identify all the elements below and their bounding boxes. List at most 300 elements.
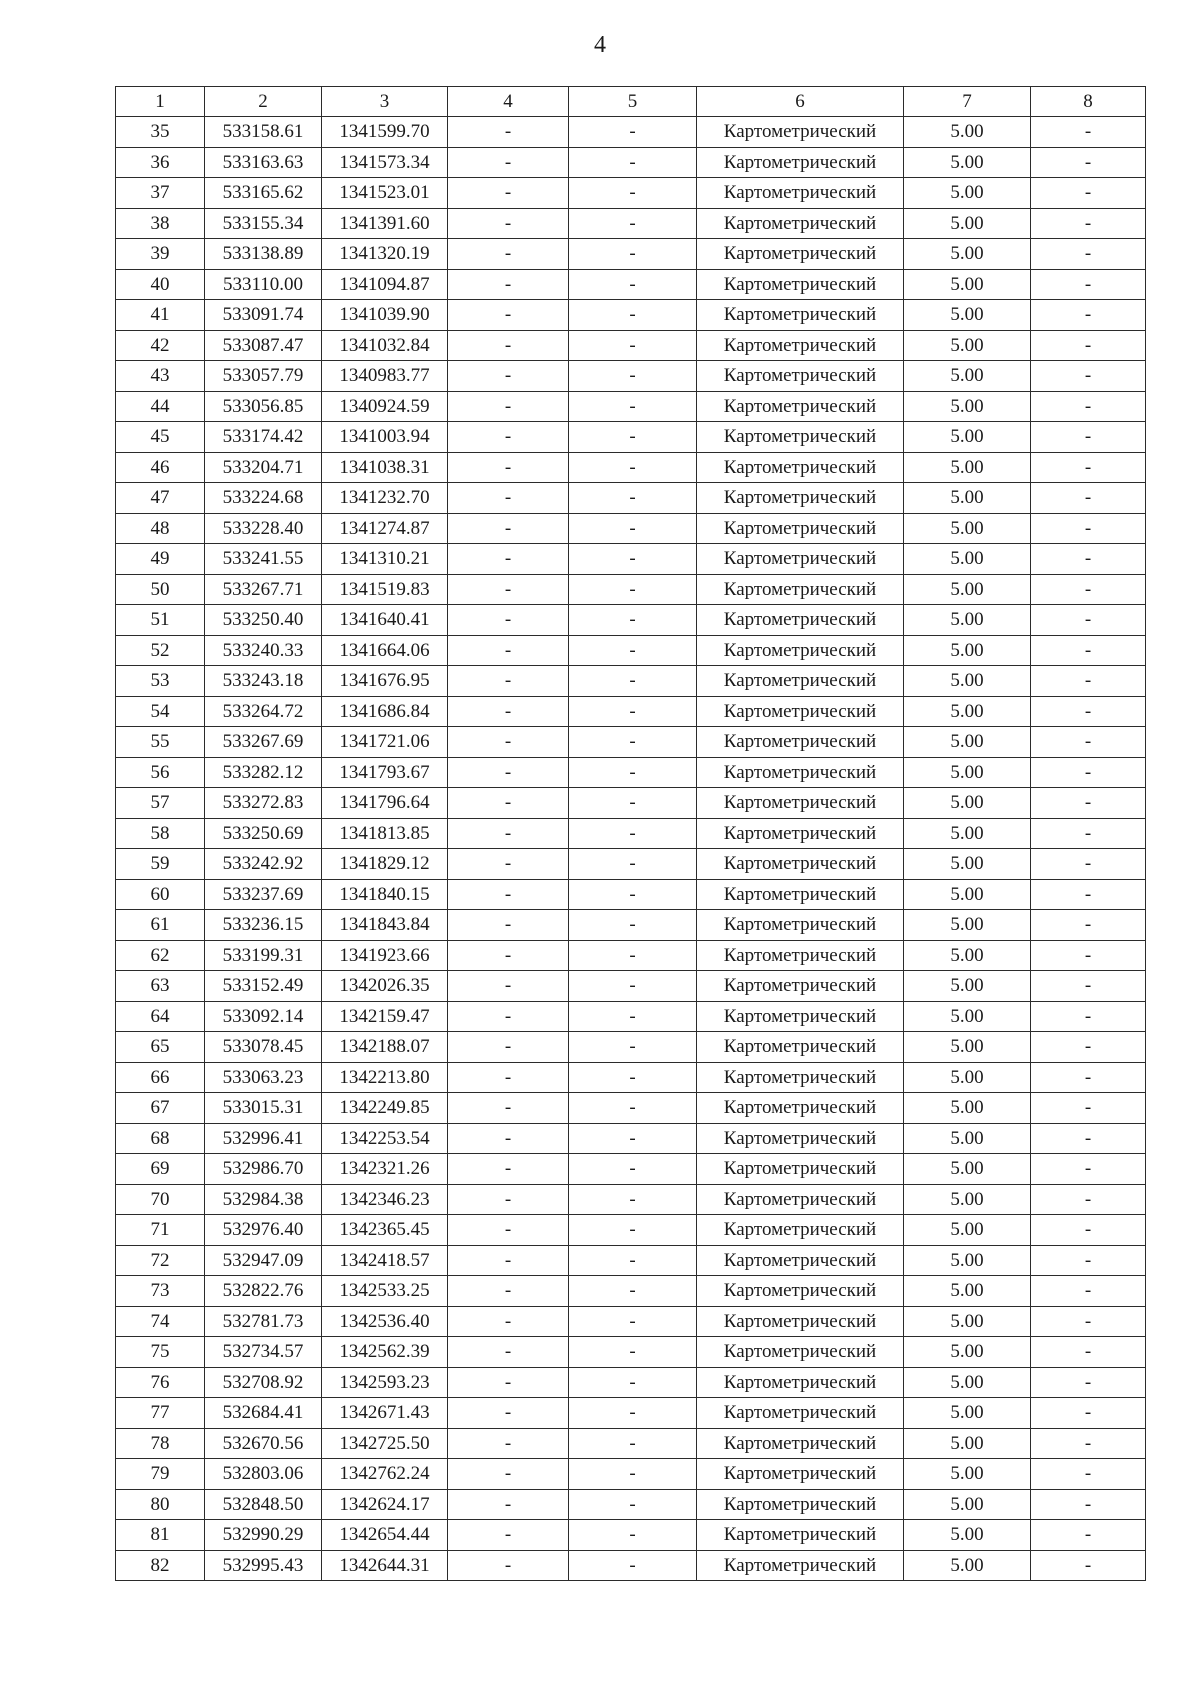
accuracy-cell: 5.00 — [904, 1489, 1031, 1520]
column-header: 2 — [205, 87, 322, 117]
column-5-cell: - — [569, 1123, 697, 1154]
column-4-cell: - — [448, 1337, 569, 1368]
column-5-cell: - — [569, 330, 697, 361]
column-4-cell: - — [448, 666, 569, 697]
point-number-cell: 71 — [116, 1215, 205, 1246]
column-5-cell: - — [569, 1428, 697, 1459]
y-coordinate-cell: 1342253.54 — [322, 1123, 448, 1154]
table-row — [116, 1459, 1146, 1490]
column-4-cell: - — [448, 1184, 569, 1215]
column-5-cell: - — [569, 513, 697, 544]
x-coordinate-cell: 533250.69 — [205, 818, 322, 849]
column-4-cell: - — [448, 757, 569, 788]
column-5-cell: - — [569, 1367, 697, 1398]
table-row — [116, 788, 1146, 819]
point-number-cell: 41 — [116, 300, 205, 331]
y-coordinate-cell: 1342725.50 — [322, 1428, 448, 1459]
method-cell: Картометрический — [697, 208, 904, 239]
y-coordinate-cell: 1341599.70 — [322, 117, 448, 148]
x-coordinate-cell: 533204.71 — [205, 452, 322, 483]
column-5-cell: - — [569, 1001, 697, 1032]
point-number-cell: 50 — [116, 574, 205, 605]
y-coordinate-cell: 1342026.35 — [322, 971, 448, 1002]
table-row — [116, 1276, 1146, 1307]
y-coordinate-cell: 1342671.43 — [322, 1398, 448, 1429]
method-cell: Картометрический — [697, 1520, 904, 1551]
y-coordinate-cell: 1342644.31 — [322, 1550, 448, 1581]
x-coordinate-cell: 532984.38 — [205, 1184, 322, 1215]
x-coordinate-cell: 533237.69 — [205, 879, 322, 910]
column-8-cell: - — [1031, 971, 1146, 1002]
method-cell: Картометрический — [697, 1398, 904, 1429]
x-coordinate-cell: 533057.79 — [205, 361, 322, 392]
x-coordinate-cell: 532781.73 — [205, 1306, 322, 1337]
column-4-cell: - — [448, 1306, 569, 1337]
accuracy-cell: 5.00 — [904, 1398, 1031, 1429]
table-row — [116, 1215, 1146, 1246]
accuracy-cell: 5.00 — [904, 391, 1031, 422]
method-cell: Картометрический — [697, 483, 904, 514]
column-4-cell: - — [448, 1398, 569, 1429]
y-coordinate-cell: 1342654.44 — [322, 1520, 448, 1551]
column-8-cell: - — [1031, 727, 1146, 758]
column-4-cell: - — [448, 1276, 569, 1307]
table-row — [116, 635, 1146, 666]
table-row — [116, 452, 1146, 483]
column-8-cell: - — [1031, 1001, 1146, 1032]
method-cell: Картометрический — [697, 1215, 904, 1246]
y-coordinate-cell: 1342213.80 — [322, 1062, 448, 1093]
accuracy-cell: 5.00 — [904, 1123, 1031, 1154]
column-8-cell: - — [1031, 208, 1146, 239]
x-coordinate-cell: 533240.33 — [205, 635, 322, 666]
column-8-cell: - — [1031, 269, 1146, 300]
point-number-cell: 77 — [116, 1398, 205, 1429]
column-4-cell: - — [448, 452, 569, 483]
column-4-cell: - — [448, 818, 569, 849]
accuracy-cell: 5.00 — [904, 147, 1031, 178]
column-4-cell: - — [448, 1428, 569, 1459]
column-5-cell: - — [569, 483, 697, 514]
x-coordinate-cell: 533138.89 — [205, 239, 322, 270]
accuracy-cell: 5.00 — [904, 879, 1031, 910]
column-4-cell: - — [448, 208, 569, 239]
accuracy-cell: 5.00 — [904, 910, 1031, 941]
column-4-cell: - — [448, 1215, 569, 1246]
x-coordinate-cell: 532822.76 — [205, 1276, 322, 1307]
column-8-cell: - — [1031, 1337, 1146, 1368]
point-number-cell: 54 — [116, 696, 205, 727]
accuracy-cell: 5.00 — [904, 727, 1031, 758]
column-8-cell: - — [1031, 879, 1146, 910]
table-row — [116, 117, 1146, 148]
x-coordinate-cell: 532708.92 — [205, 1367, 322, 1398]
y-coordinate-cell: 1341094.87 — [322, 269, 448, 300]
column-5-cell: - — [569, 117, 697, 148]
x-coordinate-cell: 533236.15 — [205, 910, 322, 941]
table-row — [116, 1123, 1146, 1154]
point-number-cell: 76 — [116, 1367, 205, 1398]
accuracy-cell: 5.00 — [904, 1245, 1031, 1276]
point-number-cell: 47 — [116, 483, 205, 514]
point-number-cell: 36 — [116, 147, 205, 178]
column-5-cell: - — [569, 1215, 697, 1246]
table-row — [116, 1062, 1146, 1093]
column-5-cell: - — [569, 971, 697, 1002]
method-cell: Картометрический — [697, 1337, 904, 1368]
point-number-cell: 53 — [116, 666, 205, 697]
y-coordinate-cell: 1341843.84 — [322, 910, 448, 941]
column-4-cell: - — [448, 300, 569, 331]
accuracy-cell: 5.00 — [904, 1428, 1031, 1459]
column-header: 7 — [904, 87, 1031, 117]
column-8-cell: - — [1031, 1398, 1146, 1429]
column-8-cell: - — [1031, 422, 1146, 453]
column-5-cell: - — [569, 1093, 697, 1124]
accuracy-cell: 5.00 — [904, 605, 1031, 636]
column-8-cell: - — [1031, 117, 1146, 148]
accuracy-cell: 5.00 — [904, 1459, 1031, 1490]
column-8-cell: - — [1031, 1459, 1146, 1490]
column-4-cell: - — [448, 147, 569, 178]
x-coordinate-cell: 533242.92 — [205, 849, 322, 880]
method-cell: Картометрический — [697, 1489, 904, 1520]
y-coordinate-cell: 1341813.85 — [322, 818, 448, 849]
point-number-cell: 37 — [116, 178, 205, 209]
method-cell: Картометрический — [697, 574, 904, 605]
column-8-cell: - — [1031, 1306, 1146, 1337]
point-number-cell: 68 — [116, 1123, 205, 1154]
y-coordinate-cell: 1341274.87 — [322, 513, 448, 544]
table-row — [116, 269, 1146, 300]
column-8-cell: - — [1031, 910, 1146, 941]
point-number-cell: 80 — [116, 1489, 205, 1520]
x-coordinate-cell: 533272.83 — [205, 788, 322, 819]
accuracy-cell: 5.00 — [904, 1306, 1031, 1337]
column-5-cell: - — [569, 1276, 697, 1307]
point-number-cell: 52 — [116, 635, 205, 666]
point-number-cell: 61 — [116, 910, 205, 941]
point-number-cell: 66 — [116, 1062, 205, 1093]
point-number-cell: 57 — [116, 788, 205, 819]
y-coordinate-cell: 1341923.66 — [322, 940, 448, 971]
y-coordinate-cell: 1342762.24 — [322, 1459, 448, 1490]
accuracy-cell: 5.00 — [904, 1032, 1031, 1063]
point-number-cell: 48 — [116, 513, 205, 544]
y-coordinate-cell: 1341640.41 — [322, 605, 448, 636]
point-number-cell: 38 — [116, 208, 205, 239]
table-row — [116, 1306, 1146, 1337]
column-8-cell: - — [1031, 849, 1146, 880]
table-body — [116, 117, 1146, 1581]
column-8-cell: - — [1031, 1489, 1146, 1520]
column-5-cell: - — [569, 910, 697, 941]
column-8-cell: - — [1031, 1184, 1146, 1215]
accuracy-cell: 5.00 — [904, 452, 1031, 483]
column-4-cell: - — [448, 330, 569, 361]
column-4-cell: - — [448, 239, 569, 270]
column-8-cell: - — [1031, 1428, 1146, 1459]
method-cell: Картометрический — [697, 1123, 904, 1154]
x-coordinate-cell: 533056.85 — [205, 391, 322, 422]
column-4-cell: - — [448, 1245, 569, 1276]
column-5-cell: - — [569, 1306, 697, 1337]
table-row — [116, 1398, 1146, 1429]
column-8-cell: - — [1031, 330, 1146, 361]
accuracy-cell: 5.00 — [904, 1550, 1031, 1581]
y-coordinate-cell: 1341829.12 — [322, 849, 448, 880]
y-coordinate-cell: 1341320.19 — [322, 239, 448, 270]
point-number-cell: 78 — [116, 1428, 205, 1459]
column-5-cell: - — [569, 1398, 697, 1429]
method-cell: Картометрический — [697, 1001, 904, 1032]
column-8-cell: - — [1031, 757, 1146, 788]
column-4-cell: - — [448, 879, 569, 910]
x-coordinate-cell: 533015.31 — [205, 1093, 322, 1124]
y-coordinate-cell: 1341721.06 — [322, 727, 448, 758]
method-cell: Картометрический — [697, 1184, 904, 1215]
x-coordinate-cell: 532684.41 — [205, 1398, 322, 1429]
table-row — [116, 1489, 1146, 1520]
point-number-cell: 67 — [116, 1093, 205, 1124]
point-number-cell: 45 — [116, 422, 205, 453]
method-cell: Картометрический — [697, 239, 904, 270]
x-coordinate-cell: 532734.57 — [205, 1337, 322, 1368]
table-row — [116, 178, 1146, 209]
method-cell: Картометрический — [697, 391, 904, 422]
y-coordinate-cell: 1342536.40 — [322, 1306, 448, 1337]
column-5-cell: - — [569, 208, 697, 239]
column-5-cell: - — [569, 666, 697, 697]
accuracy-cell: 5.00 — [904, 330, 1031, 361]
column-5-cell: - — [569, 635, 697, 666]
x-coordinate-cell: 533174.42 — [205, 422, 322, 453]
table-row — [116, 1154, 1146, 1185]
table-row — [116, 1367, 1146, 1398]
x-coordinate-cell: 532995.43 — [205, 1550, 322, 1581]
table-row — [116, 757, 1146, 788]
table-row — [116, 1001, 1146, 1032]
x-coordinate-cell: 533264.72 — [205, 696, 322, 727]
x-coordinate-cell: 533267.71 — [205, 574, 322, 605]
column-4-cell: - — [448, 1550, 569, 1581]
column-8-cell: - — [1031, 1550, 1146, 1581]
column-5-cell: - — [569, 1154, 697, 1185]
table-row — [116, 239, 1146, 270]
column-4-cell: - — [448, 422, 569, 453]
column-5-cell: - — [569, 1245, 697, 1276]
accuracy-cell: 5.00 — [904, 300, 1031, 331]
column-4-cell: - — [448, 1001, 569, 1032]
table-row — [116, 818, 1146, 849]
column-8-cell: - — [1031, 483, 1146, 514]
column-4-cell: - — [448, 910, 569, 941]
y-coordinate-cell: 1341686.84 — [322, 696, 448, 727]
column-8-cell: - — [1031, 1520, 1146, 1551]
point-number-cell: 69 — [116, 1154, 205, 1185]
y-coordinate-cell: 1342159.47 — [322, 1001, 448, 1032]
accuracy-cell: 5.00 — [904, 1154, 1031, 1185]
column-4-cell: - — [448, 1520, 569, 1551]
method-cell: Картометрический — [697, 757, 904, 788]
x-coordinate-cell: 533267.69 — [205, 727, 322, 758]
y-coordinate-cell: 1341523.01 — [322, 178, 448, 209]
method-cell: Картометрический — [697, 117, 904, 148]
column-8-cell: - — [1031, 635, 1146, 666]
method-cell: Картометрический — [697, 1459, 904, 1490]
accuracy-cell: 5.00 — [904, 1276, 1031, 1307]
accuracy-cell: 5.00 — [904, 635, 1031, 666]
y-coordinate-cell: 1341676.95 — [322, 666, 448, 697]
accuracy-cell: 5.00 — [904, 757, 1031, 788]
column-5-cell: - — [569, 178, 697, 209]
method-cell: Картометрический — [697, 635, 904, 666]
column-5-cell: - — [569, 849, 697, 880]
point-number-cell: 44 — [116, 391, 205, 422]
method-cell: Картометрический — [697, 178, 904, 209]
table-row — [116, 330, 1146, 361]
x-coordinate-cell: 532990.29 — [205, 1520, 322, 1551]
table-row — [116, 513, 1146, 544]
point-number-cell: 60 — [116, 879, 205, 910]
column-5-cell: - — [569, 696, 697, 727]
accuracy-cell: 5.00 — [904, 940, 1031, 971]
accuracy-cell: 5.00 — [904, 849, 1031, 880]
method-cell: Картометрический — [697, 666, 904, 697]
table-row — [116, 1520, 1146, 1551]
column-8-cell: - — [1031, 544, 1146, 575]
column-5-cell: - — [569, 300, 697, 331]
point-number-cell: 43 — [116, 361, 205, 392]
method-cell: Картометрический — [697, 1093, 904, 1124]
y-coordinate-cell: 1340983.77 — [322, 361, 448, 392]
y-coordinate-cell: 1341003.94 — [322, 422, 448, 453]
x-coordinate-cell: 532947.09 — [205, 1245, 322, 1276]
point-number-cell: 58 — [116, 818, 205, 849]
table-row — [116, 208, 1146, 239]
point-number-cell: 55 — [116, 727, 205, 758]
column-4-cell: - — [448, 1093, 569, 1124]
y-coordinate-cell: 1341391.60 — [322, 208, 448, 239]
column-header: 8 — [1031, 87, 1146, 117]
table-row — [116, 727, 1146, 758]
column-4-cell: - — [448, 971, 569, 1002]
table-row — [116, 666, 1146, 697]
accuracy-cell: 5.00 — [904, 1520, 1031, 1551]
method-cell: Картометрический — [697, 788, 904, 819]
column-header: 4 — [448, 87, 569, 117]
x-coordinate-cell: 533063.23 — [205, 1062, 322, 1093]
column-8-cell: - — [1031, 605, 1146, 636]
y-coordinate-cell: 1341032.84 — [322, 330, 448, 361]
column-8-cell: - — [1031, 1276, 1146, 1307]
table-header-row — [116, 87, 1146, 117]
column-8-cell: - — [1031, 361, 1146, 392]
accuracy-cell: 5.00 — [904, 1367, 1031, 1398]
column-8-cell: - — [1031, 696, 1146, 727]
column-4-cell: - — [448, 513, 569, 544]
method-cell: Картометрический — [697, 1306, 904, 1337]
column-4-cell: - — [448, 1459, 569, 1490]
x-coordinate-cell: 533158.61 — [205, 117, 322, 148]
column-5-cell: - — [569, 269, 697, 300]
y-coordinate-cell: 1342321.26 — [322, 1154, 448, 1185]
x-coordinate-cell: 533241.55 — [205, 544, 322, 575]
point-number-cell: 73 — [116, 1276, 205, 1307]
column-5-cell: - — [569, 452, 697, 483]
accuracy-cell: 5.00 — [904, 178, 1031, 209]
table-row — [116, 483, 1146, 514]
column-8-cell: - — [1031, 1367, 1146, 1398]
column-4-cell: - — [448, 574, 569, 605]
column-4-cell: - — [448, 483, 569, 514]
y-coordinate-cell: 1341310.21 — [322, 544, 448, 575]
x-coordinate-cell: 533078.45 — [205, 1032, 322, 1063]
point-number-cell: 56 — [116, 757, 205, 788]
column-8-cell: - — [1031, 574, 1146, 605]
column-5-cell: - — [569, 361, 697, 392]
column-8-cell: - — [1031, 1154, 1146, 1185]
column-4-cell: - — [448, 544, 569, 575]
column-5-cell: - — [569, 574, 697, 605]
y-coordinate-cell: 1340924.59 — [322, 391, 448, 422]
column-4-cell: - — [448, 117, 569, 148]
column-5-cell: - — [569, 757, 697, 788]
table-row — [116, 696, 1146, 727]
x-coordinate-cell: 532670.56 — [205, 1428, 322, 1459]
column-8-cell: - — [1031, 666, 1146, 697]
point-number-cell: 79 — [116, 1459, 205, 1490]
accuracy-cell: 5.00 — [904, 574, 1031, 605]
method-cell: Картометрический — [697, 361, 904, 392]
x-coordinate-cell: 533092.14 — [205, 1001, 322, 1032]
x-coordinate-cell: 532976.40 — [205, 1215, 322, 1246]
point-number-cell: 70 — [116, 1184, 205, 1215]
method-cell: Картометрический — [697, 1062, 904, 1093]
method-cell: Картометрический — [697, 422, 904, 453]
column-4-cell: - — [448, 940, 569, 971]
x-coordinate-cell: 532803.06 — [205, 1459, 322, 1490]
table-row — [116, 940, 1146, 971]
method-cell: Картометрический — [697, 849, 904, 880]
column-5-cell: - — [569, 391, 697, 422]
column-8-cell: - — [1031, 1123, 1146, 1154]
table-row — [116, 1550, 1146, 1581]
column-8-cell: - — [1031, 391, 1146, 422]
column-4-cell: - — [448, 391, 569, 422]
table-row — [116, 879, 1146, 910]
table-row — [116, 1093, 1146, 1124]
y-coordinate-cell: 1342346.23 — [322, 1184, 448, 1215]
table-row — [116, 910, 1146, 941]
table-row — [116, 147, 1146, 178]
method-cell: Картометрический — [697, 1154, 904, 1185]
method-cell: Картометрический — [697, 1367, 904, 1398]
method-cell: Картометрический — [697, 696, 904, 727]
column-4-cell: - — [448, 696, 569, 727]
accuracy-cell: 5.00 — [904, 1184, 1031, 1215]
column-5-cell: - — [569, 940, 697, 971]
x-coordinate-cell: 533087.47 — [205, 330, 322, 361]
column-4-cell: - — [448, 269, 569, 300]
y-coordinate-cell: 1341793.67 — [322, 757, 448, 788]
x-coordinate-cell: 533228.40 — [205, 513, 322, 544]
point-number-cell: 72 — [116, 1245, 205, 1276]
point-number-cell: 42 — [116, 330, 205, 361]
y-coordinate-cell: 1341796.64 — [322, 788, 448, 819]
point-number-cell: 49 — [116, 544, 205, 575]
point-number-cell: 59 — [116, 849, 205, 880]
